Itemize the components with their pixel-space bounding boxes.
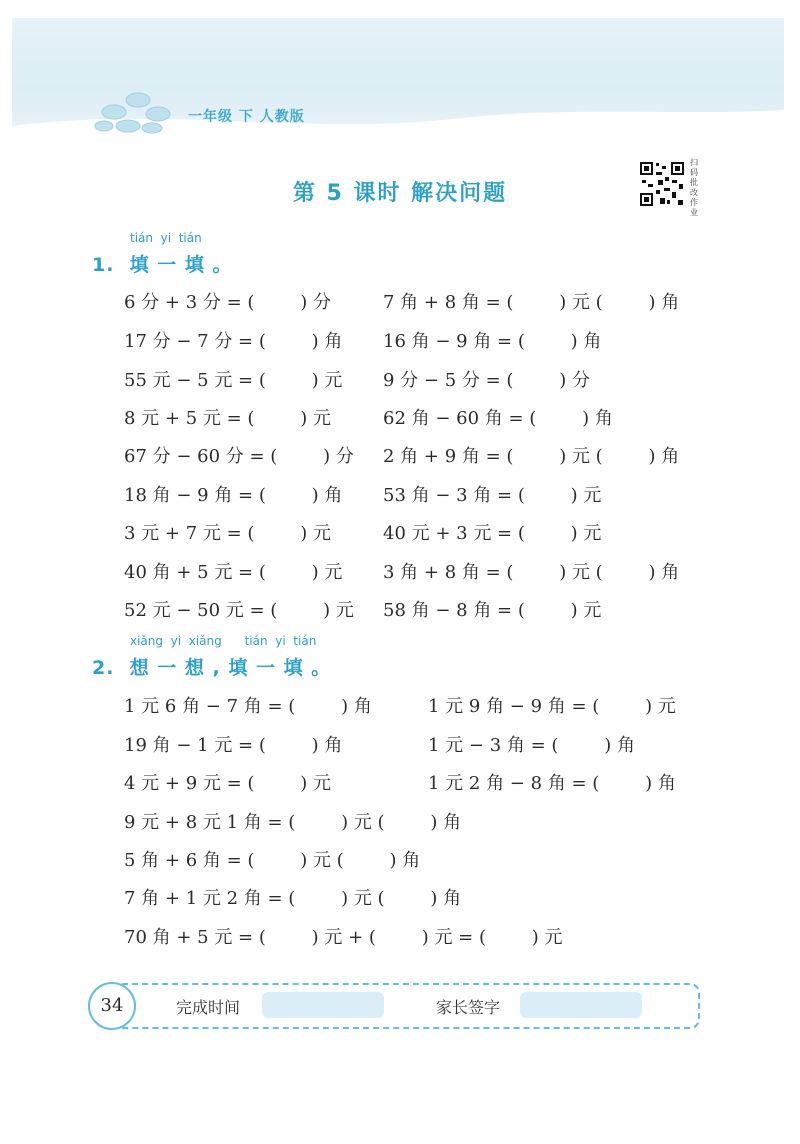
cloud-icon bbox=[92, 86, 180, 134]
s1-row2-right: 16 角 − 9 角 = ( ) 角 bbox=[383, 331, 602, 352]
lesson-title: 第 5 课时 解决问题 bbox=[292, 181, 508, 206]
section1-heading: 1. 填 一 填 。 bbox=[92, 254, 233, 276]
s2-row6: 7 角 + 1 元 2 角 = ( ) 元 ( ) 角 bbox=[124, 888, 462, 909]
s1-row6-left: 18 角 − 9 角 = ( ) 角 bbox=[124, 485, 343, 506]
completion-time-label: 完成时间 bbox=[176, 998, 241, 1017]
s2-row1-right: 1 元 9 角 − 9 角 = ( ) 元 bbox=[428, 696, 676, 717]
grade-label: 一年级 下 人教版 bbox=[188, 109, 305, 125]
s1-row5-left: 67 分 − 60 分 = ( ) 分 bbox=[124, 446, 354, 467]
s2-row4: 9 元 + 8 元 1 角 = ( ) 元 ( ) 角 bbox=[124, 812, 462, 833]
s1-row7-right: 40 元 + 3 元 = ( ) 元 bbox=[383, 523, 602, 544]
s2-row2-left: 19 角 − 1 元 = ( ) 角 bbox=[124, 735, 343, 756]
s1-row6-right: 53 角 − 3 角 = ( ) 元 bbox=[383, 485, 602, 506]
s2-row5: 5 角 + 6 角 = ( ) 元 ( ) 角 bbox=[124, 850, 421, 871]
qr-code-icon[interactable] bbox=[638, 160, 686, 208]
s1-row1-right: 7 角 + 8 角 = ( ) 元 ( ) 角 bbox=[383, 292, 680, 313]
s2-row1-left: 1 元 6 角 − 7 角 = ( ) 角 bbox=[124, 696, 372, 717]
s1-row4-right: 62 角 − 60 角 = ( ) 角 bbox=[383, 408, 613, 429]
s2-row3-left: 4 元 + 9 元 = ( ) 元 bbox=[124, 773, 331, 794]
qr-label: 扫码批改作业 bbox=[690, 158, 698, 217]
s1-row3-left: 55 元 − 5 元 = ( ) 元 bbox=[124, 370, 343, 391]
s1-row1-left: 6 分 + 3 分 = ( ) 分 bbox=[124, 292, 331, 313]
s1-row2-left: 17 分 − 7 分 = ( ) 角 bbox=[124, 331, 343, 352]
s1-row5-right: 2 角 + 9 角 = ( ) 元 ( ) 角 bbox=[383, 446, 680, 467]
s1-row3-right: 9 分 − 5 分 = ( ) 分 bbox=[383, 370, 590, 391]
parent-signature-label: 家长签字 bbox=[436, 998, 501, 1017]
s1-row4-left: 8 元 + 5 元 = ( ) 元 bbox=[124, 408, 331, 429]
section2-pinyin: xiǎng yi xiǎng tián yi tián bbox=[130, 634, 317, 648]
section2-heading: 2. 想 一 想 , 填 一 填 。 bbox=[92, 657, 332, 679]
completion-time-field[interactable] bbox=[262, 992, 384, 1018]
page-number: 34 bbox=[88, 982, 136, 1030]
s1-row7-left: 3 元 + 7 元 = ( ) 元 bbox=[124, 523, 331, 544]
s2-row3-right: 1 元 2 角 − 8 角 = ( ) 角 bbox=[428, 773, 676, 794]
s1-row9-right: 58 角 − 8 角 = ( ) 元 bbox=[383, 600, 602, 621]
s1-row9-left: 52 元 − 50 元 = ( ) 元 bbox=[124, 600, 354, 621]
parent-signature-field[interactable] bbox=[520, 992, 642, 1018]
s1-row8-right: 3 角 + 8 角 = ( ) 元 ( ) 角 bbox=[383, 562, 680, 583]
s2-row2-right: 1 元 − 3 角 = ( ) 角 bbox=[428, 735, 635, 756]
s1-row8-left: 40 角 + 5 元 = ( ) 元 bbox=[124, 562, 343, 583]
s2-row7: 70 角 + 5 元 = ( ) 元 + ( ) 元 = ( ) 元 bbox=[124, 927, 563, 948]
section1-pinyin: tián yi tián bbox=[130, 231, 202, 245]
